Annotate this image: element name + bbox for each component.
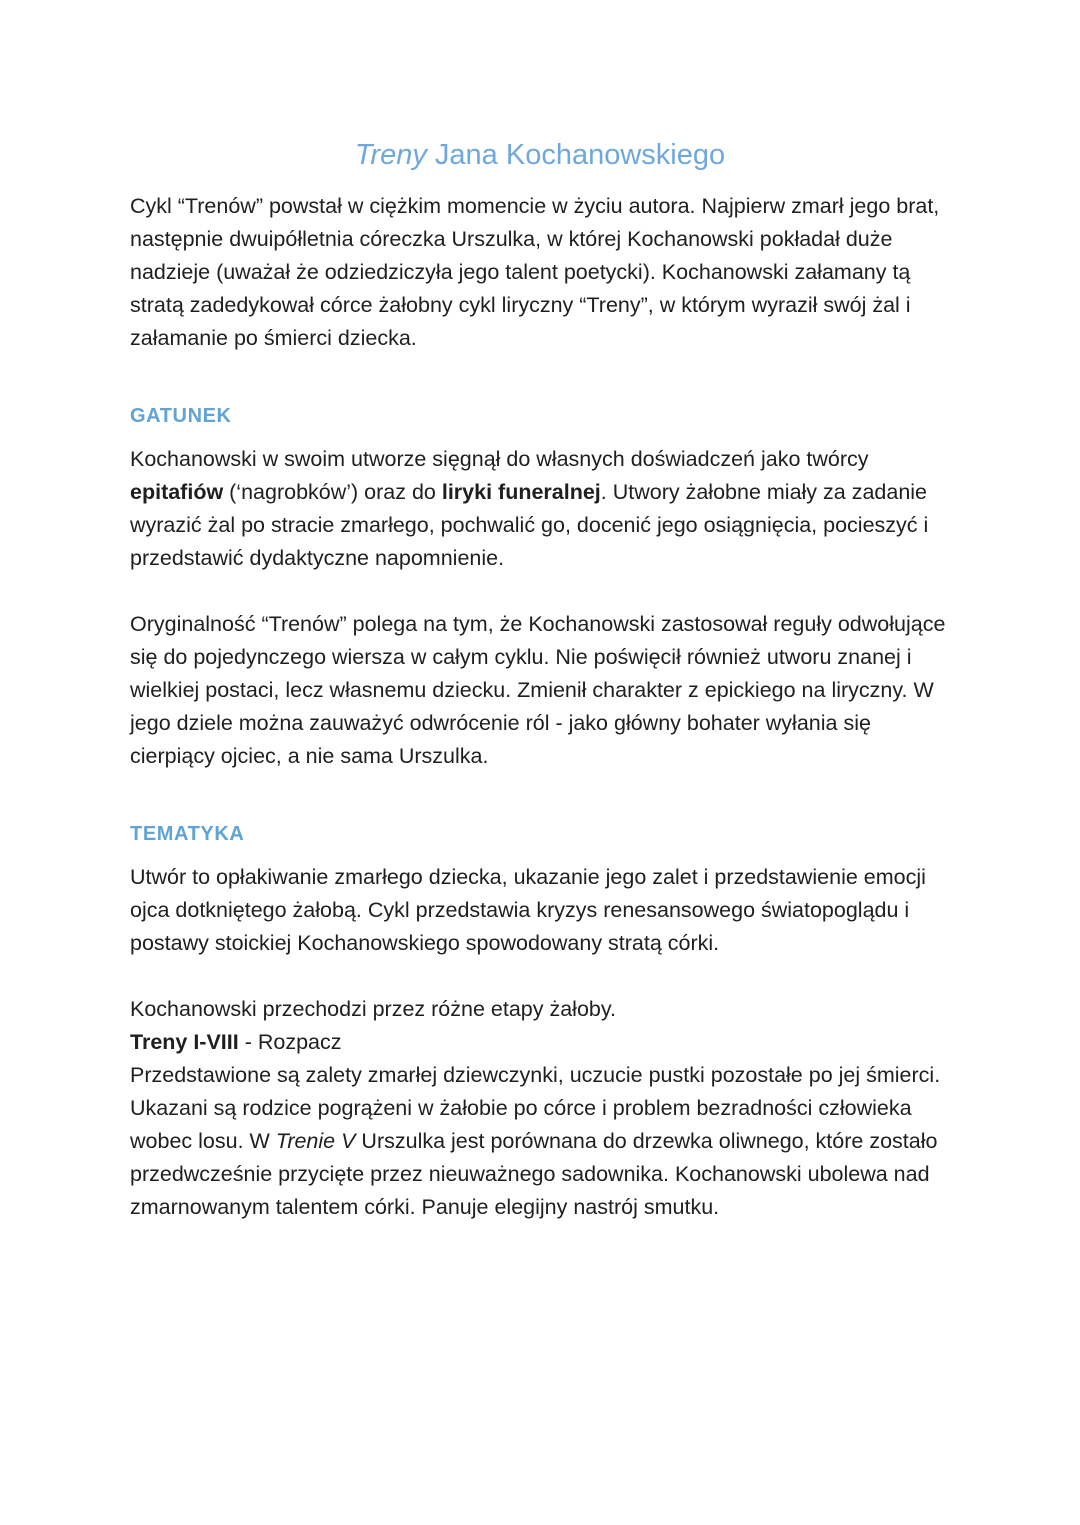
bold-text-run: epitafiów [130,480,224,504]
gatunek-paragraph-1 [130,443,950,575]
italic-text-run: Trenie V [275,1129,356,1153]
title-rest: Jana Kochanowskiego [426,139,726,171]
text-run: . Utwory żałobne miały za zadanie wyrazić żal po stracie zmarłego, pochwalić go, docenić jego osiągnięcia, pocieszyć i przedstawić dydaktyczne napomnienie. [130,480,929,570]
text-run: Kochanowski w swoim utworze sięgnął do własnych doświadczeń jako twórcy [130,447,869,471]
text-run: Przedstawione są zalety zmarłej dziewczynki, uczucie pustki pozostałe po jej śmierci. Ukazani są rodzice pogrążeni w żałobie po córce i problem bezradności człowieka wobec losu. W [130,1063,941,1153]
text-run: Cykl “Trenów” powstał w ciężkim momencie w życiu autora. Najpierw zmarł jego brat, następnie dwuipółletnia córeczka Urszulka, w której Kochanowski pokładał duże nadzieje (uważał że odziedziczyła jego talent poetycki). Kochanowski załamany tą stratą zadedykował córce żałobny cykl liryczny “Treny”, w którym wyraził swój żal i załamanie po śmierci dziecka. [130,194,940,350]
text-run: Urszulka jest porównana do drzewka oliwnego, które zostało przedwcześnie przycięte przez nieuważnego sadownika. Kochanowski ubolewa nad zmarnowanym talentem córki. Panuje elegijny nastrój smutku. [130,1129,938,1219]
document-title [130,136,950,174]
tematyka-paragraph-1 [130,861,950,960]
gatunek-paragraph-2 [130,608,950,773]
section-heading-gatunek [130,401,950,431]
tematyka-etapy-line [130,993,950,1026]
section-heading-tematyka [130,819,950,849]
text-run: (‘nagrobków’) oraz do [223,480,442,504]
text-run: Oryginalność “Trenów” polega na tym, że Kochanowski zastosował reguły odwołujące się do pojedynczego wiersza w całym cyklu. Nie poświęcił również utworu znanej i wielkiej postaci, lecz własnemu dziecku. Zmienił charakter z epickiego na liryczny. W jego dziele można zauważyć odwrócenie ról - jako główny bohater wyłania się cierpiący ojciec, a nie sama Urszulka. [130,612,946,768]
text-run: Utwór to opłakiwanie zmarłego dziecka, ukazanie jego zalet i przedstawienie emocji ojca dotkniętego żałobą. Cykl przedstawia kryzys renesansowego światopoglądu i postawy stoickiej Kochanowskiego spowodowany stratą córki. [130,865,926,955]
tematyka-treny-line [130,1026,950,1059]
section-heading-label: TEMATYKA [130,823,245,845]
title-italic-part: Treny [354,139,427,171]
text-run: Kochanowski przechodzi przez różne etapy żałoby. [130,997,616,1021]
tematyka-paragraph-3 [130,1059,950,1224]
section-heading-label: GATUNEK [130,405,232,427]
bold-text-run: Treny I-VIII [130,1030,239,1054]
text-run: - Rozpacz [238,1030,342,1054]
bold-text-run: liryki funeralnej [441,480,601,504]
intro-paragraph [130,190,950,355]
